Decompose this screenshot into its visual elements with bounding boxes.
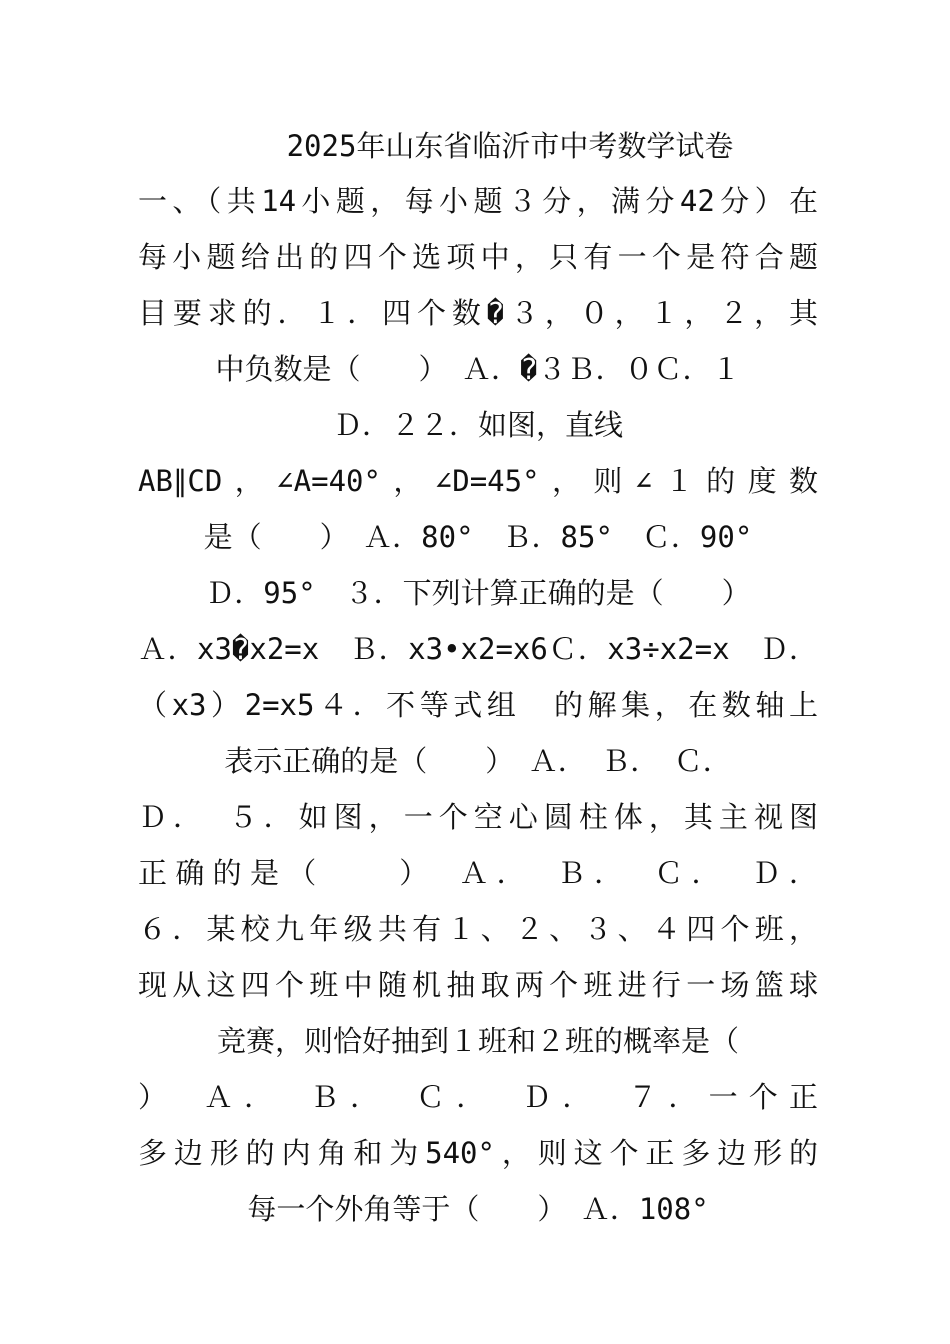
text-line-9: Ａ．x3�x2=x Ｂ．x3•x2=x6Ｃ．x3÷x2=x Ｄ． — [138, 632, 818, 666]
text-line-13: 正确的是（ ） Ａ． Ｂ． Ｃ． Ｄ． — [138, 856, 818, 890]
text-line-4: 中负数是（ ） Ａ．�３Ｂ．０Ｃ．１ — [215, 352, 741, 386]
exam-title: 2025年山东省临沂市中考数学试卷 — [286, 129, 734, 163]
text-line-1: 一、（共14小题，每小题３分，满分42分）在 — [138, 184, 818, 218]
text-line-10: （x3）2=x5４．不等式组 的解集，在数轴上 — [138, 688, 818, 722]
text-line-7: 是（ ） Ａ．80° Ｂ．85° Ｃ．90° — [203, 520, 753, 554]
text-line-17: ） Ａ． Ｂ． Ｃ． Ｄ． ７．一个正 — [138, 1080, 818, 1114]
text-line-11: 表示正确的是（ ） Ａ． Ｂ． Ｃ． — [224, 744, 732, 778]
text-line-2: 每小题给出的四个选项中，只有一个是符合题 — [138, 240, 818, 274]
text-line-5: Ｄ．２２．如图，直线 — [332, 408, 623, 442]
text-line-19: 每一个外角等于（ ） Ａ．108° — [247, 1192, 709, 1226]
text-line-12: Ｄ． ５．如图，一个空心圆柱体，其主视图 — [138, 800, 818, 834]
text-line-16: 竞赛，则恰好抽到１班和２班的概率是（ — [216, 1024, 739, 1058]
text-line-14: ６．某校九年级共有１、２、３、４四个班， — [138, 912, 818, 946]
text-line-6: AB∥CD，∠A=40°，∠D=45°，则∠１的度数 — [138, 464, 818, 498]
text-line-3: 目要求的．１．四个数�３，０，１，２，其 — [138, 296, 818, 330]
text-line-8: Ｄ．95° ３．下列计算正确的是（ ） — [205, 576, 751, 610]
text-line-15: 现从这四个班中随机抽取两个班进行一场篮球 — [138, 968, 818, 1002]
text-line-18: 多边形的内角和为540°，则这个正多边形的 — [138, 1136, 818, 1170]
